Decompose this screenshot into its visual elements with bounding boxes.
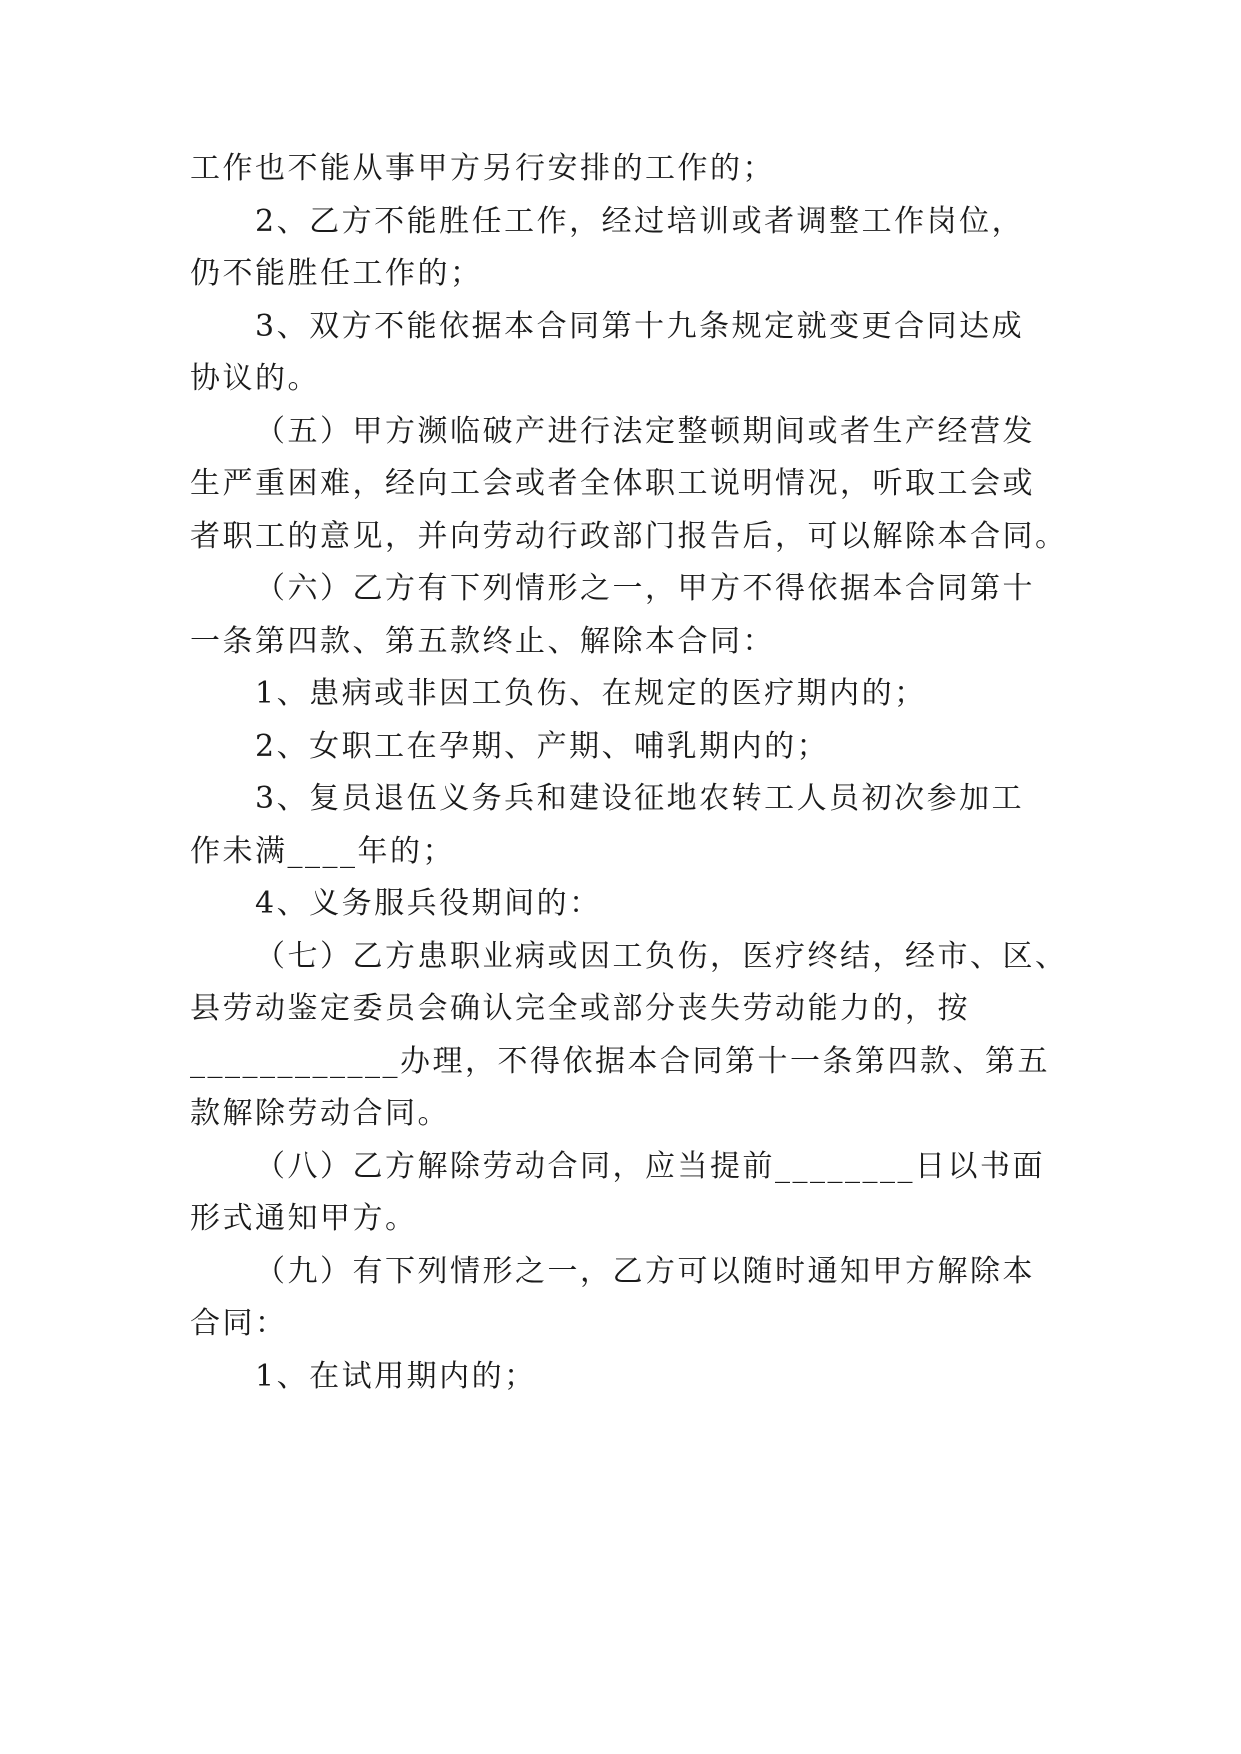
paragraph-line: 协议的。 [190,361,320,396]
paragraph-line: 一条第四款、第五款终止、解除本合同： [190,624,775,659]
paragraph-line: 3、复员退伍义务兵和建设征地农转工人员初次参加工 [255,781,1025,816]
paragraph-line: ____________办理，不得依据本合同第十一条第四款、第五 [190,1044,1050,1079]
paragraph-line: 2、乙方不能胜任工作，经过培训或者调整工作岗位， [255,204,1025,239]
paragraph-line: 4、义务服兵役期间的： [255,886,602,921]
paragraph-line: 1、患病或非因工负伤、在规定的医疗期内的； [255,676,927,711]
paragraph-line: 形式通知甲方。 [190,1201,418,1236]
paragraph-line: 2、女职工在孕期、产期、哺乳期内的； [255,729,830,764]
paragraph-line: （八）乙方解除劳动合同，应当提前________日以书面 [255,1149,1045,1184]
paragraph-line: 1、在试用期内的； [255,1359,537,1394]
paragraph-line: （五）甲方濒临破产进行法定整顿期间或者生产经营发 [255,414,1035,449]
paragraph-line: 县劳动鉴定委员会确认完全或部分丧失劳动能力的，按 [190,991,970,1026]
paragraph-line: 3、双方不能依据本合同第十九条规定就变更合同达成 [255,309,1025,344]
paragraph-line: 合同： [190,1306,288,1341]
paragraph-line: 生严重困难，经向工会或者全体职工说明情况，听取工会或 [190,466,1035,501]
paragraph-line: （六）乙方有下列情形之一，甲方不得依据本合同第十 [255,571,1035,606]
paragraph-line: （七）乙方患职业病或因工负伤，医疗终结，经市、区、 [255,939,1068,974]
paragraph-line: 款解除劳动合同。 [190,1096,450,1131]
paragraph-line: （九）有下列情形之一，乙方可以随时通知甲方解除本 [255,1254,1035,1289]
paragraph-line: 者职工的意见，并向劳动行政部门报告后，可以解除本合同。 [190,519,1068,554]
paragraph-line: 作未满____年的； [190,834,455,869]
paragraph-line: 工作也不能从事甲方另行安排的工作的； [190,151,775,186]
paragraph-line: 仍不能胜任工作的； [190,256,483,291]
